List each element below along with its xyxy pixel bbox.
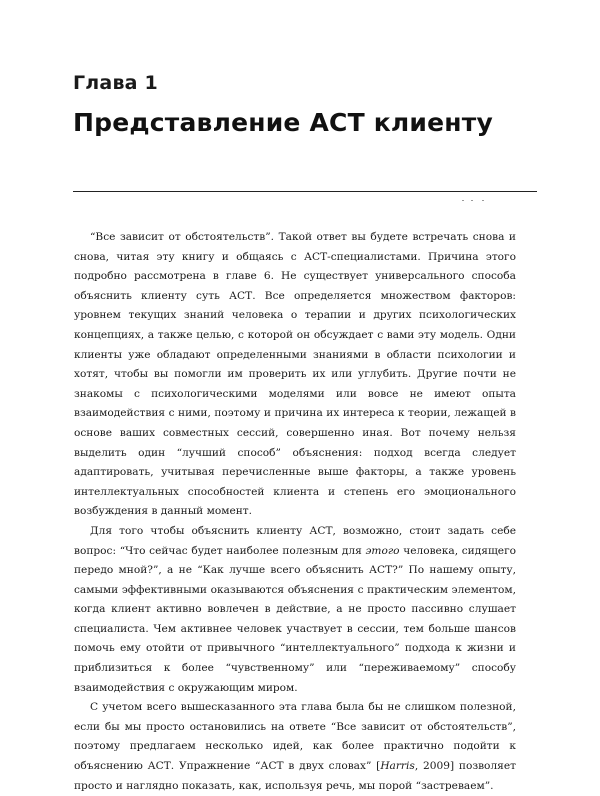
citation-author: Harris [380, 760, 415, 773]
paragraph-3-after: ] позволяет просто и наглядно показать, как, используя речь, мы порой “застреваем”. [74, 760, 516, 792]
paragraph-2 [74, 522, 516, 698]
body-text [74, 228, 516, 796]
scan-speck [462, 200, 486, 203]
paragraph-2-before: Для того чтобы объяснить клиенту АСТ, возможно, стоит задать себе вопрос: “Что сейчас будет наиболее полезным для [74, 524, 516, 557]
paragraph-1-text: “Все зависит от обстоятельств”. Такой ответ вы будете встречать снова и снова, читая эту книгу и общаясь с АСТ-специалистами. Причина этого подробно рассмотрена в главе 6. Не существует универсального способа объяснить клиенту суть АСТ. Все определяется множеством факторов: уровнем текущих знаний человека о терапии и других психологических концепциях, а также целью, с которой он обсуждает с вами эту модель. Одни клиенты уже обладают определенными знаниями в области психологии и хотят, чтобы вы помогли им проверить их или углубить. Другие почти не знакомы с психологическими моделями или вовсе не имеют опыта взаимодействия с ними, поэтому и причина их интереса к теории, лежащей в основе ваших совместных сессий, совершенно иная. Вот почему нельзя выделить один “лучший способ” объяснения: подход всегда следует адаптировать, учитывая перечисленные выше факторы, а также уровень интеллектуальных способностей клиента и степень его эмоционального возбуждения в данный момент. [74, 231, 516, 518]
chapter-title: Представление АСТ клиенту [73, 108, 493, 137]
paragraph-2-after: человека, сидящего передо мной?”, а не “Как лучше всего объяснить АСТ?” По нашему опыту, самыми эффективными оказываются объяснения с практическим элементом, когда клиент активно вовлечен в действие, а не просто пассивно слушает специалиста. Чем активнее человек участвует в сессии, тем больше шансов помочь ему отойти от привычного “интеллектуального” подхода к жизни и приблизиться к более “чувственному” или “переживаемому” способу взаимодействия с окружающим миром. [74, 544, 516, 694]
paragraph-3-before: С учетом всего вышесказанного эта глава была бы не слишком полезной, если бы мы просто остановились на ответе “Все зависит от обстоятельств”, поэтому предлагаем несколько идей, как более практично подойти к объяснению АСТ. Упражнение “АСТ в двух словах” [ [74, 701, 516, 773]
paragraph-3 [74, 698, 516, 796]
chapter-label: Глава 1 [73, 72, 158, 94]
paragraph-1 [74, 228, 516, 522]
title-rule [73, 191, 537, 192]
citation-year: , 2009 [414, 760, 450, 773]
paragraph-2-emphasis: этого [365, 544, 400, 557]
